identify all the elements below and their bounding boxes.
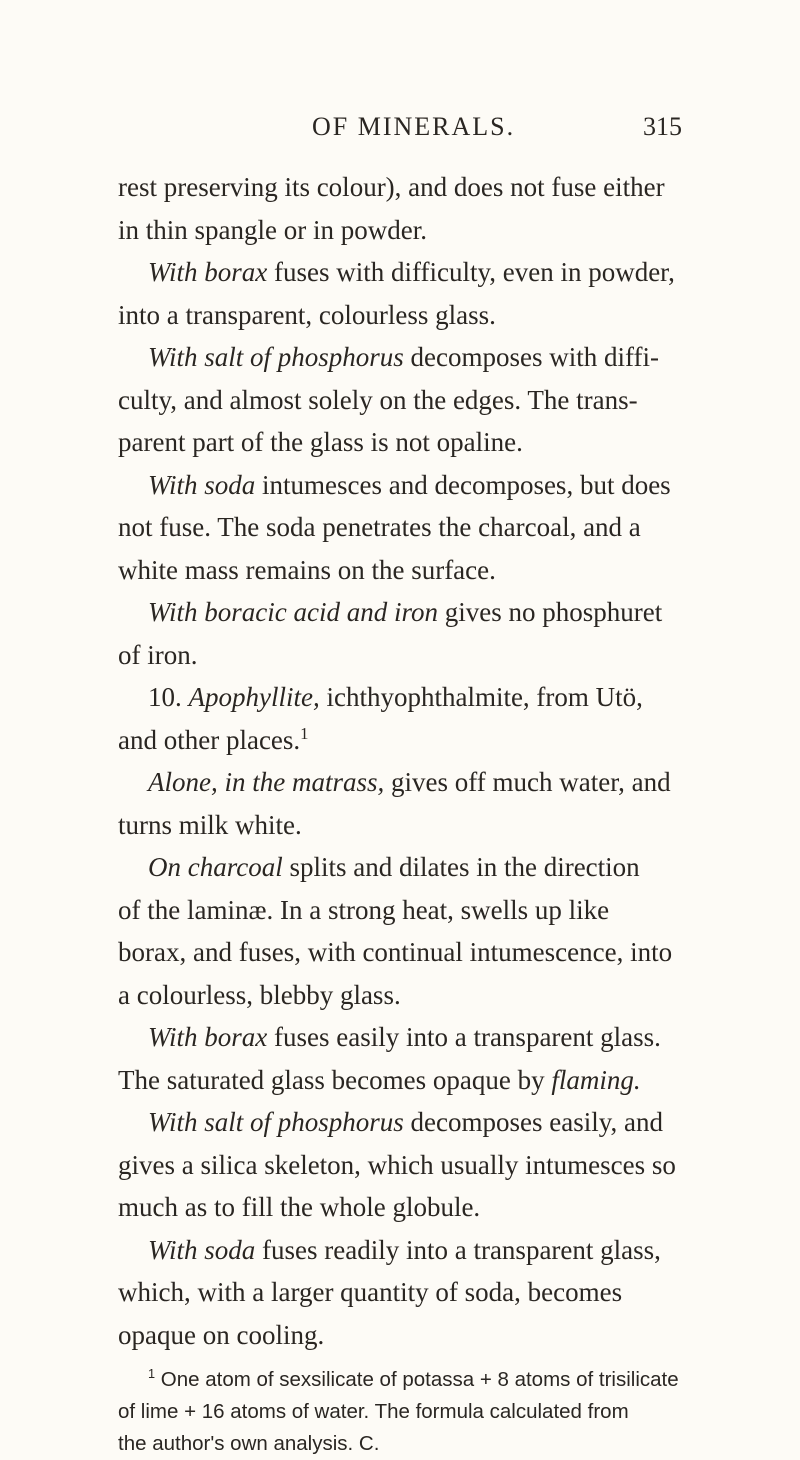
footnote-ref: 1 [300,723,309,743]
footnote-line: of lime + 16 atoms of water. The formula calculated from [118,1400,629,1423]
footnote-line: $^1$ One atom of sexsilicate of potassa + 8 atoms of trisilicate [148,1366,679,1391]
text-line: rest preserving its colour), and does not fuse either [118,172,665,202]
text-line: With boracic acid and iron gives no phosphuret [148,597,663,627]
text-line: With soda intumesces and decomposes, but does [148,469,671,500]
text-line: turns milk white. [118,809,302,840]
text-line: white mass remains on the surface. [118,554,496,585]
running-title: OF MINERALS. [312,112,516,141]
text-line: a colourless, blebby glass. [118,979,401,1010]
running-head [0,112,800,152]
text-line: much as to fill the whole globule. [118,1192,481,1222]
text-line: With salt of phosphorus decomposes with diffi- [148,342,660,372]
text-line: The saturated glass becomes opaque by flaming. [118,1064,641,1095]
text-line: in thin spangle or in powder. [118,214,427,245]
text-line: With salt of phosphorus decomposes easily, and [148,1107,663,1137]
text-line: opaque on cooling. [118,1319,325,1350]
text-line: and other places.$^1$ [118,723,309,755]
footnote-line: the author's own analysis. C. [118,1432,380,1455]
text-line: gives a silica skeleton, which usually intumesces so [118,1149,676,1180]
text-line: borax, and fuses, with continual intumescence, into [118,937,673,967]
text-line: With borax fuses with difficulty, even in powder, [148,257,675,287]
text-line: which, with a larger quantity of soda, becomes [118,1277,623,1307]
text-line: into a transparent, colourless glass. [118,299,496,330]
footnote [118,1364,684,1460]
section-heading-line: 10. Apophyllite, ichthyophthalmite, from Utö, [148,682,643,712]
text-line: culty, and almost solely on the edges. The trans- [118,384,638,415]
text-line: With soda fuses readily into a transparent glass, [148,1234,661,1265]
footnote-marker: 1 [148,1366,156,1382]
text-line: Alone, in the matrass, gives off much water, and [148,767,671,797]
text-line: not fuse. The soda penetrates the charcoal, and a [118,512,641,542]
text-line: of iron. [118,639,198,670]
body-text [118,166,684,1356]
text-line: On charcoal splits and dilates in the direction [148,852,640,882]
text-line: of the laminæ. In a strong heat, swells up like [118,894,610,925]
text-line: parent part of the glass is not opaline. [118,427,523,457]
text-line: With borax fuses easily into a transparent glass. [148,1022,661,1052]
page-number: 315 [643,112,682,141]
